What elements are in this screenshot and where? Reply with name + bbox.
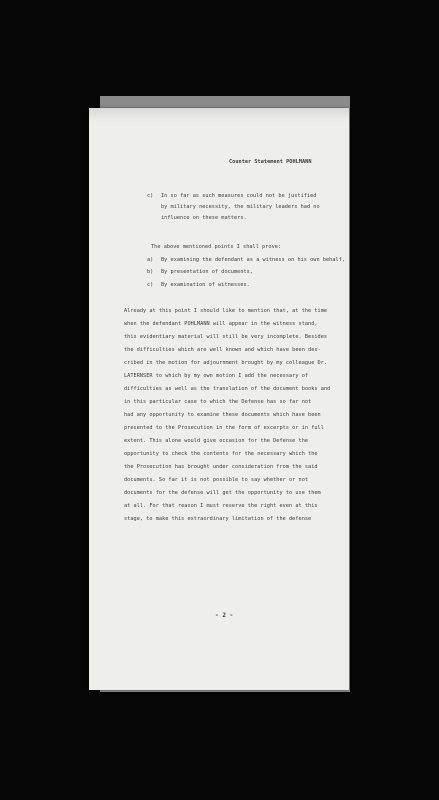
point-label: a) bbox=[147, 257, 154, 263]
body-line: extent. This alone would give occasion for the Defense the bbox=[124, 438, 309, 444]
body-line: the difficulties which are well known and which have been des- bbox=[124, 347, 321, 353]
body-line: when the defendant POHLMANN will appear in the witness stand, bbox=[124, 321, 318, 327]
body-line: the Prosecution has brought under consideration from the said bbox=[124, 464, 318, 470]
body-line: presented to the Prosecution in the form of excerpts or in full bbox=[124, 425, 324, 431]
body-line: documents. So far it is not possible to say whether or not bbox=[124, 477, 309, 483]
point-text: By examining the defendant as a witness on his own behalf, bbox=[161, 257, 346, 263]
body-line: at all. For that reason I must reserve the right even at this bbox=[124, 503, 318, 509]
body-line: difficulties as well as the translation of the document books and bbox=[124, 386, 331, 392]
body-line: this evidentiary material will still be very incomplete. Besides bbox=[124, 334, 328, 340]
point-text: By examination of witnesses. bbox=[161, 282, 250, 288]
point-label: c) bbox=[147, 282, 154, 288]
body-line: documents for the defense will get the opportunity to use them bbox=[124, 490, 321, 496]
document-header: Counter Statement POHLMANN bbox=[229, 159, 312, 165]
body-line: had any opportunity to examine these documents which have been bbox=[124, 412, 321, 418]
item-c-line: by military necessity, the military leaders had no bbox=[161, 204, 320, 210]
point-text: By presentation of documents, bbox=[161, 269, 254, 275]
point-label: b) bbox=[147, 269, 154, 275]
body-line: stage, to make this extraordinary limitation of the defense bbox=[124, 516, 312, 522]
body-line: in this particular case to which the Defense has so far not bbox=[124, 399, 312, 405]
body-line: Already at this point I should like to mention that, at the time bbox=[124, 308, 328, 314]
body-line: opportunity to check the contents for the necessary which the bbox=[124, 451, 318, 457]
page-number: - 2 - bbox=[215, 612, 234, 619]
body-line: cribed in the motion for adjournment brought by my colleague Dr. bbox=[124, 360, 328, 366]
item-c-label: c) bbox=[147, 193, 154, 199]
points-intro: The above mentioned points I shall prove: bbox=[151, 244, 282, 250]
document-page bbox=[89, 108, 349, 690]
item-c-line: In so far as such measures could not be justified bbox=[161, 193, 317, 199]
item-c-line: influence on these matters. bbox=[161, 215, 247, 221]
body-line: LATERNSER to which by my own motion I add the necessary of bbox=[124, 373, 309, 379]
